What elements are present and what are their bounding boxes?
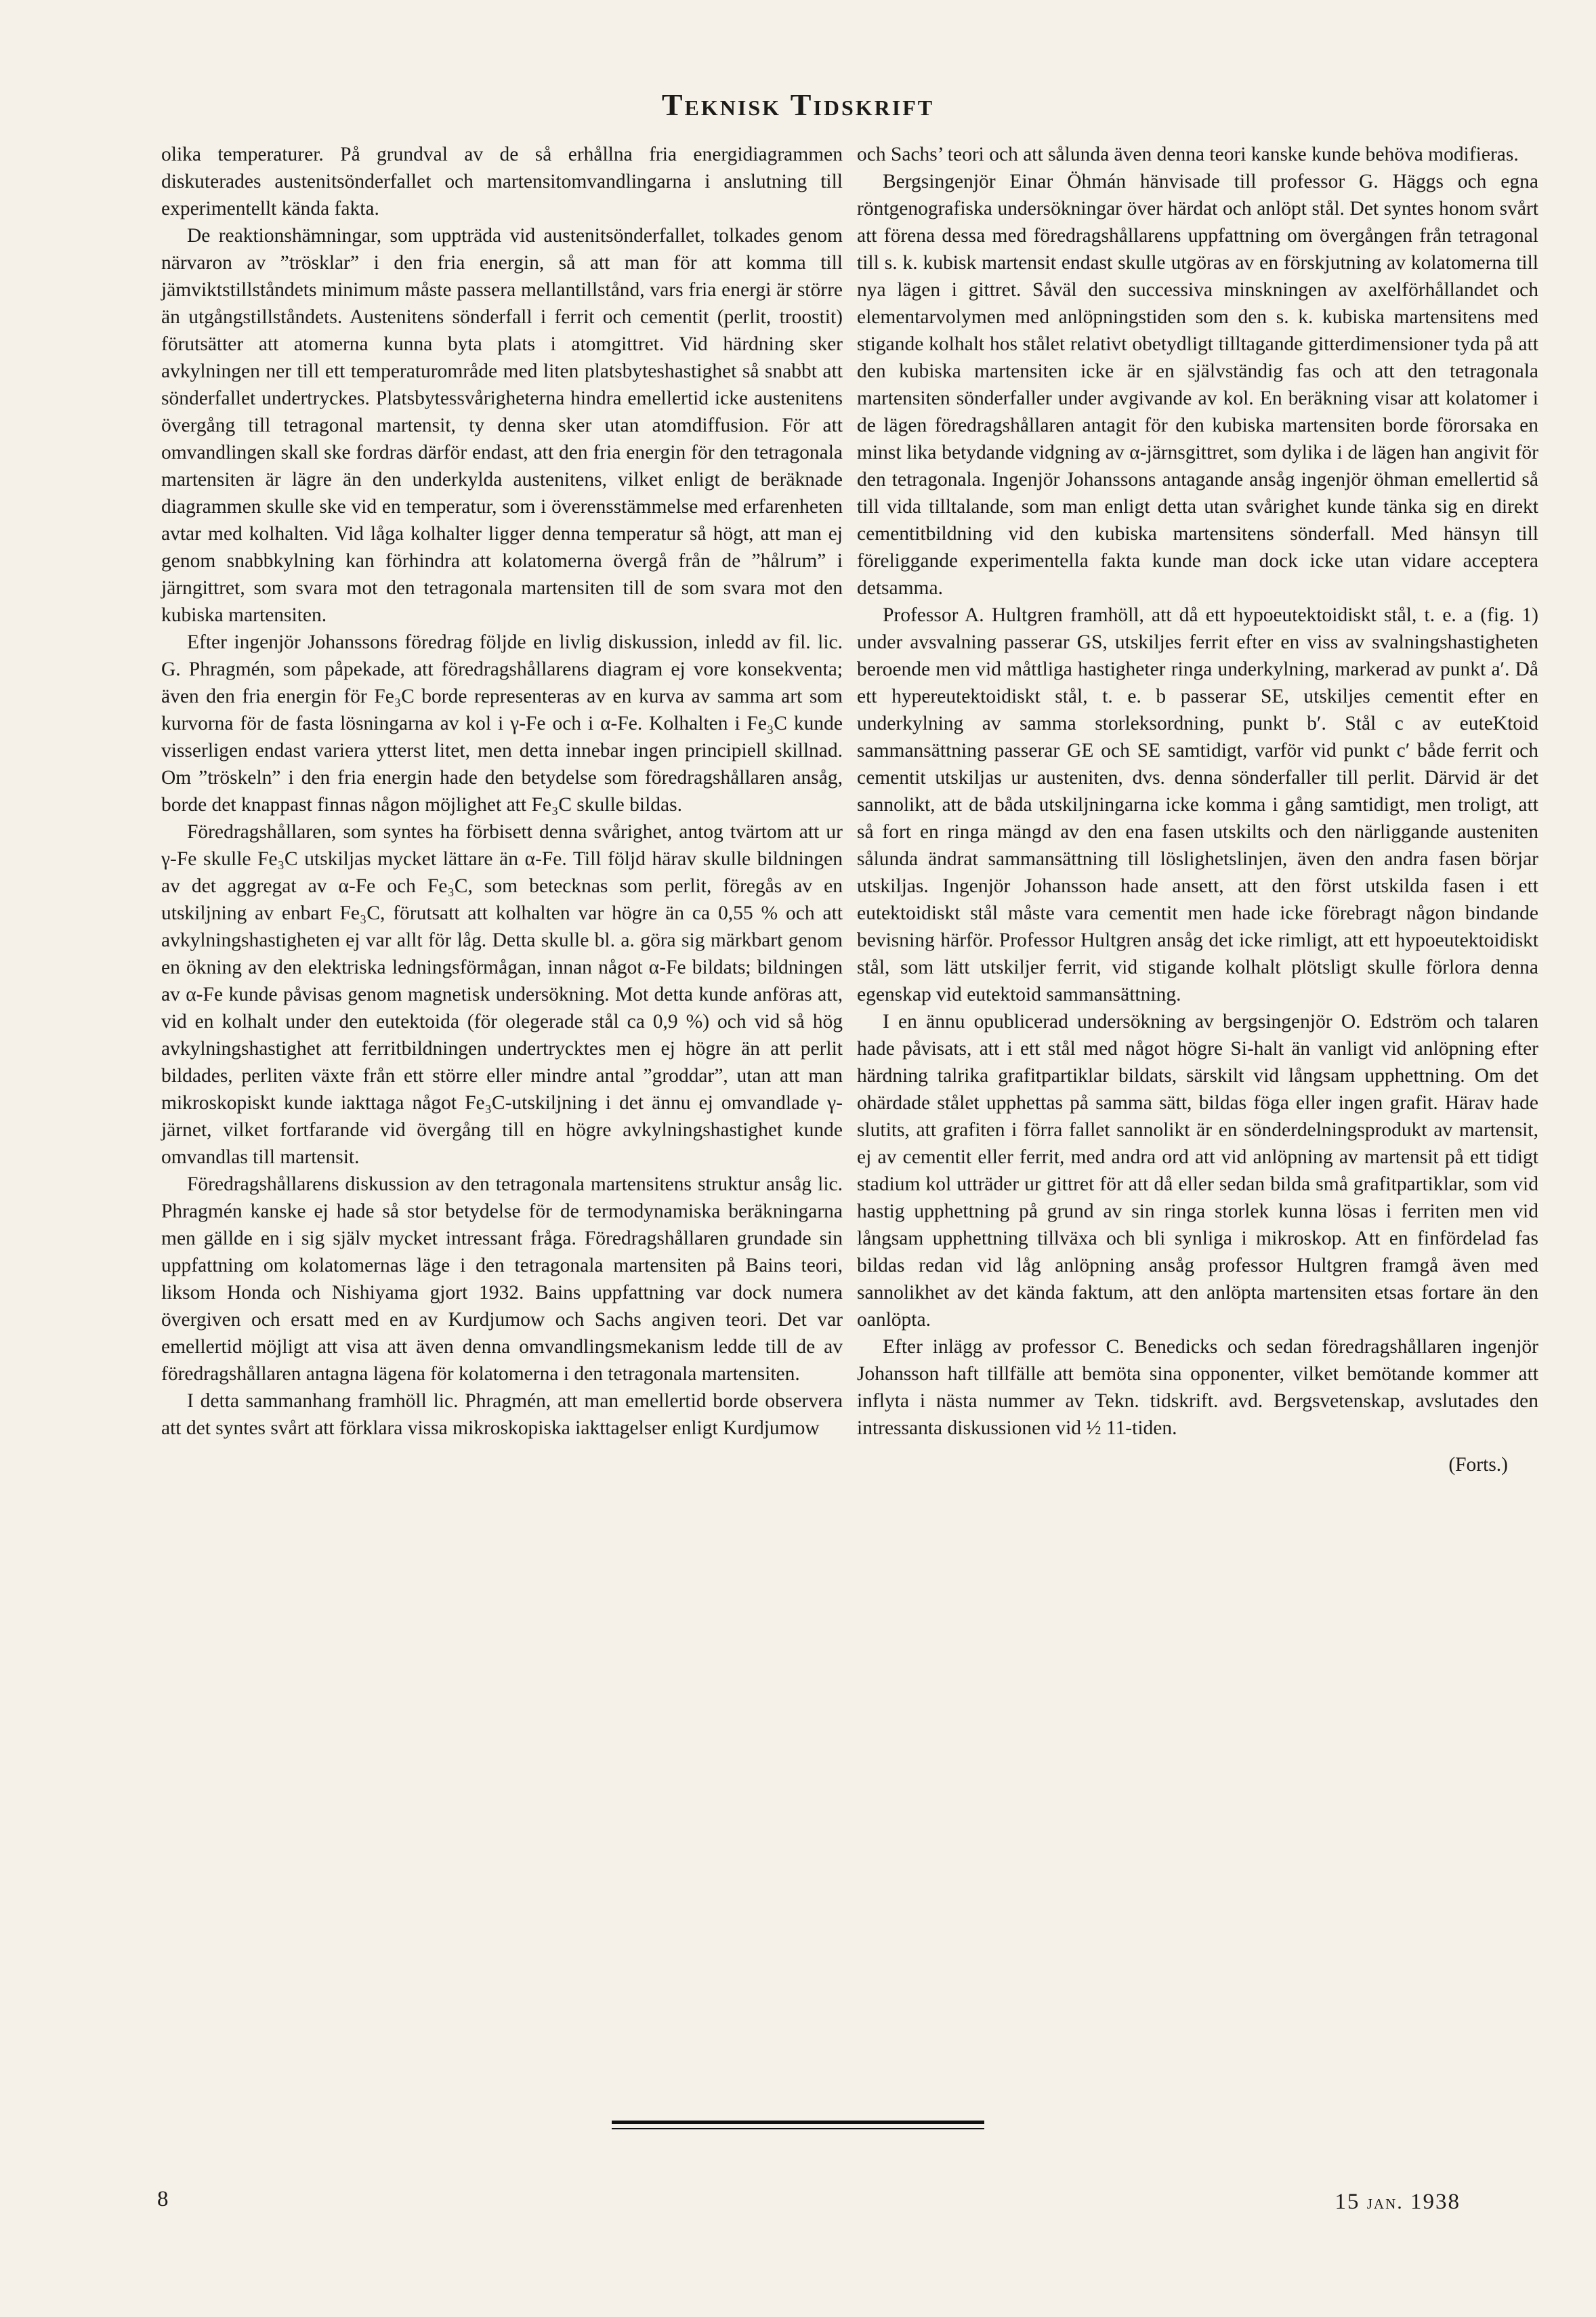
continued-label: (Forts.) — [1448, 1454, 1508, 1476]
paragraph: Bergsingenjör Einar Öhmán hänvisade till professor G. Häggs och egna röntgenografiska undersökningar över härdat och anlöpt stål. Det syntes honom svårt att förena dessa med föredragshållarens uppfattning om övergången från tetragonal till s. k. kubisk martensit endast skulle utgöras av en förskjutning av kolatomerna till nya lägen i gittret. Såväl den successiva minskningen av axelförhållandet och elementarvolymen med anlöpningstiden som den s. k. kubiska martensitens med stigande kolhalt hos stålet relativt obetydligt tilltagande gitterdimensioner tyda på att den kubiska martensiten icke är en självständig fas och att den tetragonala martensiten sönderfaller under avgivande av kol. En beräkning visar att kolatomer i de lägen föredragshållaren antagit för den kubiska martensiten borde förorsaka en minst lika betydande vidgning av α-järnsgittret, som dylika i de lägen han angivit för den tetragonala. Ingenjör Johanssons antagande ansåg ingenjör öhman emellertid så till vida tilltalande, som man enligt detta utan svårighet kunde tänka sig en direkt cementitbildning vid den kubiska martensitens sönderfall. Med hänsyn till föreliggande experimentella fakta kunde man dock icke utan vidare acceptera detsamma. — [857, 171, 1538, 599]
page-number: 8 — [157, 2187, 169, 2211]
paragraph: I en ännu opublicerad undersökning av bergsingenjör O. Edström och talaren hade påvisats, att i ett stål med något högre Si-halt än vanligt vid anlöpning efter härdning talrika grafitpartiklar bildats, särskilt vid långsam upphettning. Om det ohärdade stålet upphettas på samma sätt, bildas föga eller ingen grafit. Härav hade slutits, att grafiten i förra fallet sannolikt är en sönderdelningsprodukt av martensit, ej av cementit eller ferrit, med andra ord att vid anlöpning av martensit på ett tidigt stadium kol utträder ur gittret för att då eller sedan bilda små grafitpartiklar, som vid hastig upphettning på grund av sin ringa storlek kunna lösas i ferriten men vid långsam upphettning tillväxa och bli synliga i mikroskop. Att en finfördelad fas bildas redan vid låg anlöpning ansåg professor Hultgren framgå även med sannolikhet av det kända faktum, att den anlöpta martensiten etsas fortare än den oanlöpta. — [857, 1011, 1538, 1331]
paragraph: Professor A. Hultgren framhöll, att då ett hypoeutektoidiskt stål, t. e. a (fig. 1) under avsvalning passerar GS, utskiljes ferrit efter en viss av svalningshastigheten beroende men vid måttliga hastigheter ringa underkylning, markerad av punkt a′. Då ett hypereutektoidiskt stål, t. e. b passerar SE, utskiljes cementit efter en underkylning av samma storleksordning, punkt b′. Stål c av euteKtoid sammansättning passerar GE och SE samtidigt, varför vid punkt c′ både ferrit och cementit utskiljas ur austeniten, dvs. denna sönderfaller till perlit. Därvid är det sannolikt, att de båda utskiljningarna icke komma i gång samtidigt, men troligt, att så fort en ringa mängd av den ena fasen utskilts och den närliggande austeniten sålunda ändrat sammansättning till löslighetslinjen, även den andra fasen börjar utskiljas. Ingenjör Johansson hade ansett, att den först utskilda fasen i ett eutektoidiskt stål måste vara cementit men hade icke förebragt någon bindande bevisning härför. Professor Hultgren ansåg det icke rimligt, att ett hypoeutektoidiskt stål, som lätt utskiljer ferrit, vid stigande kolhalt plötsligt skulle förlora denna egenskap vid eutektoid sammansättning. — [857, 604, 1538, 1005]
paragraph: De reaktionshämningar, som uppträda vid austenitsönderfallet, tolkades genom närvaron av ”trösklar” i den fria energin, så att man för att komma till jämviktstillståndets minimum måste passera mellantillstånd, vars fria energi är större än utgångstillståndets. Austenitens sönderfall i ferrit och cementit (perlit, troostit) förutsätter att atomerna kunna byta plats i atomgittret. Vid härdning sker avkylningen ner till ett temperaturområde med liten platsbyteshastighet så snabbt att sönderfallet undertryckes. Platsbytessvårigheterna hindra emellertid icke austenitens övergång till tetragonal martensit, ty denna sker utan atomdiffusion. För att omvandlingen skall ske fordras därför endast, att den fria energin för den tetragonala martensiten är lägre än den underkylda austenitens, vilket enligt de beräknade diagrammen skulle ske vid en temperatur, som i överensstämmelse med erfarenheten avtar med kolhalten. Vid låga kolhalter ligger denna temperatur så högt, att man ej genom snabbkylning kan förhindra att kolatomerna övergå från de ”hålrum” i järngittret, som svara mot den tetragonala martensiten till de som svara mot den kubiska martensiten. — [161, 225, 843, 626]
issue-date — [1335, 2190, 1461, 2215]
paragraph: Efter ingenjör Johanssons föredrag följde en livlig diskussion, inledd av fil. lic. G. Phragmén, som påpekade, att föredragshållarens diagram ej vore konsekventa; även den fria energin för Fe₃C borde representeras av en kurva av samma art som kurvorna för de fasta lösningarna av kol i γ-Fe och i α-Fe. Kolhalten i Fe₃C kunde visserligen endast variera ytterst litet, men detta innebar ingen principiell skillnad. Om ”tröskeln” i den fria energin hade den betydelse som föredragshållaren ansåg, borde det knappast finnas någon möjlighet att Fe₃C skulle bildas. — [161, 631, 843, 816]
footer-rule-thin — [612, 2128, 984, 2129]
paragraph: Föredragshållaren, som syntes ha förbisett denna svårighet, antog tvärtom att ur γ-Fe skulle Fe₃C utskiljas mycket lättare än α-Fe. Till följd härav skulle bildningen av det aggregat av α-Fe och Fe₃C, som betecknas som perlit, föregås av en utskiljning av enbart Fe₃C, förutsatt att kolhalten var högre än ca 0,55 % och att avkylningshastigheten ej var allt för låg. Detta skulle bl. a. göra sig märkbart genom en ökning av den elektriska ledningsförmågan, innan något α-Fe bildats; bildningen av α-Fe kunde påvisas genom magnetisk undersökning. Mot detta kunde anföras att, vid en kolhalt under den eutektoida (för olegerade stål ca 0,9 %) och vid så hög avkylningshastighet att ferritbildningen undertrycktes men ej högre än att perlit bildades, perliten växte från ett större eller mindre antal ”groddar”, utan att man mikroskopiskt kunde iakttaga något Fe₃C-utskiljning i det ännu ej omvandlade γ-järnet, vilket fortfarande vid övergång till en högre avkylningshastighet kunde omvandlas till martensit. — [161, 821, 843, 1168]
paragraph: Föredragshållarens diskussion av den tetragonala martensitens struktur ansåg lic. Phragmén kanske ej hade så stor betydelse för de termodynamiska beräkningarna men gällde en i sig själv mycket intressant fråga. Föredragshållaren grundade sin uppfattning om kolatomernas läge i den tetragonala martensiten på Bains teori, liksom Honda och Nishiyama gjort 1932. Bains uppfattning var dock numera övergiven och ersatt med en av Kurdjumow och Sachs angiven teori. Det var emellertid möjligt att visa att även denna omvandlingsmekanism ledde till de av föredragshållaren antagna lägena för kolatomerna i den tetragonala martensiten. — [161, 1173, 843, 1385]
footer-rule-thick — [612, 2121, 984, 2124]
paragraph: olika temperaturer. På grundval av de så erhållna fria energidiagrammen diskuterades austenitsönderfallet och martensitomvandlingarna i anslutning till experimentellt kända fakta. — [161, 144, 843, 220]
issue-date-month: jan. — [1366, 2191, 1404, 2213]
left-column — [161, 141, 843, 1442]
paragraph: Efter inlägg av professor C. Benedicks och sedan föredragshållaren ingenjör Johansson haft tillfälle att bemöta sina opponenter, vilket bemötande kommer att inflyta i nästa nummer av Tekn. tidskrift. avd. Bergsvetenskap, avslutades den intressanta diskussionen vid ½ 11-tiden. — [857, 1336, 1538, 1439]
paragraph: I detta sammanhang framhöll lic. Phragmén, att man emellertid borde observera att det syntes svårt att förklara vissa mikroskopiska iakttagelser enligt Kurdjumow — [161, 1390, 843, 1439]
paragraph: och Sachs’ teori och att sålunda även denna teori kanske kunde behöva modifieras. — [857, 144, 1519, 165]
right-column — [857, 141, 1538, 1478]
issue-date-year: 1938 — [1410, 2190, 1461, 2214]
issue-date-day: 15 — [1335, 2190, 1360, 2214]
journal-masthead: Teknisk Tidskrift — [661, 87, 935, 122]
